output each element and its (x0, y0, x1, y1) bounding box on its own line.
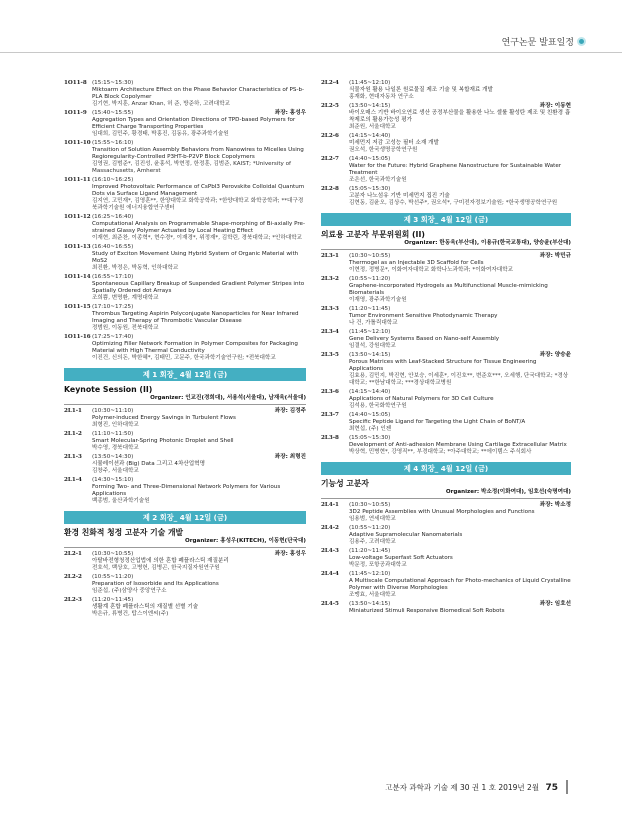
schedule-entry (321, 186, 571, 207)
entry-title: Thrombus Targeting Aspirin Polyconjugate Nanoparticles for Near Infrared Imaging and Therapy of Thrombotic Vascular Disease (92, 311, 299, 324)
entry-code: 2L4-2 (321, 525, 339, 531)
entry-title: 생활계 혼합 폐플라스틱의 재질별 선별 기술 (92, 604, 199, 610)
schedule-entry (321, 502, 571, 523)
entry-chair: 좌장: 홍성우 (274, 110, 306, 116)
entry-title: Study of Exciton Movement Using Hybrid System of Organic Material with MoS2 (92, 251, 299, 264)
entry-authors: 김현동, 김윤오, 김상수, 박선주*, 권오석*, 구미전자정보기술원; *한국생명공학연구원 (349, 200, 558, 206)
schedule-entry (64, 214, 306, 242)
entry-time: (17:25~17:40) (92, 334, 134, 340)
schedule-entry (64, 80, 306, 108)
entry-time: (10:30~10:55) (349, 253, 391, 259)
entry-title: 아탈바전형청정산업법에 의한 혼합 폐플라스틱 재질분리 (92, 558, 229, 564)
entry-time: (11:45~12:10) (349, 571, 391, 577)
entry-code: 2L3-8 (321, 435, 339, 441)
schedule-entry (64, 574, 306, 595)
entry-time: (13:50~14:30) (92, 454, 134, 460)
schedule-entry (321, 276, 571, 304)
entry-title: Preparation of Isosorbide and Its Applications (92, 581, 219, 587)
entry-title: 미세먼지 저감 고성능 필터 소재 개발 (349, 140, 439, 146)
entry-authors: 나 건, 가톨릭대학교 (349, 320, 398, 326)
entry-authors: 박상혁, 민병현*, 강영직**, 부경대학교; *아주대학교; **에이템스 주식회사 (349, 449, 532, 455)
schedule-entry (321, 548, 571, 569)
entry-title: Thermogel as an Injectable 3D Scaffold for Cells (349, 260, 484, 266)
entry-code: 2L2-2 (64, 574, 82, 580)
entry-title: 시뮬레이션과 (Big) Data 그리고 4차산업혁명 (92, 461, 205, 467)
entry-code: 2L1-2 (64, 431, 82, 437)
session2-title: 환경 친화적 청정 고분자 기술 개발 (64, 528, 184, 537)
entry-code: 2L3-5 (321, 352, 339, 358)
entry-authors: 백종범, 울산과학기술원 (92, 498, 150, 504)
entry-authors: 이현정, 정병문*, 이화여자대학교 화학나노과학과; *이화여자대학교 (349, 267, 514, 273)
entry-code: 2L1-1 (64, 408, 82, 414)
schedule-entry (321, 352, 571, 387)
session2-entries (64, 551, 306, 618)
footer-divider (566, 780, 568, 794)
entry-authors: 김기현, 박지훈, Anzar Khan, 허 준, 방준하, 고려대학교 (92, 101, 231, 107)
entry-code: 2L3-7 (321, 412, 339, 418)
entry-time: (10:55~11:20) (349, 525, 391, 531)
entry-code: 2L2-4 (321, 80, 339, 86)
entry-time: (15:40~15:55) (92, 110, 134, 116)
schedule-entry (64, 274, 306, 302)
page-footer (385, 782, 558, 793)
entry-title: Smart Molecular-Spring Photonic Droplet and Shell (92, 438, 234, 444)
entry-title: Gene Delivery Systems Based on Nano-self Assembly (349, 336, 500, 342)
entry-title: Tumor Environment Sensitive Photodynamic Therapy (349, 313, 498, 319)
entry-time: (15:55~16:10) (92, 140, 134, 146)
entry-code: 2L3-1 (321, 253, 339, 259)
room1-day-banner: 제 1 회장_ 4월 12일 (금) (64, 368, 306, 381)
entry-authors: 최형진, 인하대학교 (92, 422, 139, 428)
entry-title: Spontaneous Capillary Breakup of Suspended Gradient Polymer Stripes into Spatially Ordered dot Arrays (92, 281, 305, 294)
entry-code: 2L1-4 (64, 477, 82, 483)
schedule-entry (64, 244, 306, 272)
entry-time: (16:55~17:10) (92, 274, 134, 280)
schedule-entry (64, 177, 306, 212)
schedule-entry (321, 435, 571, 456)
entry-code: 2L3-3 (321, 306, 339, 312)
header-title: 연구논문 발표일정 (501, 38, 574, 48)
entry-title: Graphene-incorporated Hydrogels as Multifunctional Muscle-mimicking Biomaterials (349, 283, 548, 296)
entry-title: Specific Peptide Ligand for Targeting the Light Chain of BoNT/A (349, 419, 526, 425)
entry-title: Adaptive Supramolecular Nanomaterials (349, 532, 463, 538)
entry-time: (14:30~15:10) (92, 477, 134, 483)
schedule-entry (321, 525, 571, 546)
entry-title: Applications of Natural Polymers for 3D Cell Culture (349, 396, 494, 402)
page-header (0, 35, 622, 53)
room2-day-banner: 제 2 회장_ 4월 12일 (금) (64, 511, 306, 524)
schedule-entry (64, 431, 306, 452)
entry-authors: 홍재화, 현대자동차 연구소 (349, 94, 414, 100)
left-column (64, 80, 306, 620)
entry-code: 2L2-3 (64, 597, 82, 603)
entry-code: 2L2-8 (321, 186, 339, 192)
entry-authors: 전호석, 백상호, 고병헌, 김병곤, 한국지질자원연구원 (92, 565, 220, 571)
entry-title: A Multiscale Computational Approach for Photo-mechanics of Liquid Crystalline Polymer with Diverse Morphologies (349, 578, 571, 591)
entry-authors: 최현섭, (주) 인젠 (349, 426, 392, 432)
entry-time: (11:10~11:50) (92, 431, 134, 437)
entry-chair: 좌장: 홍성우 (274, 551, 306, 557)
entry-code: 2L3-6 (321, 389, 339, 395)
entry-time: (13:50~14:15) (349, 103, 391, 109)
entry-title: Water for the Future: Hybrid Graphene Nanostructure for Sustainable Water Treatment (349, 163, 562, 176)
session2-organizer: Organizer: 홍성우(KITECH), 이동현(단국대) (64, 538, 306, 548)
entry-time: (14:15~14:40) (349, 389, 391, 395)
entry-code: 2L4-5 (321, 601, 339, 607)
entry-time: (10:30~11:10) (92, 408, 134, 414)
entry-chair: 좌장: 이동현 (539, 103, 571, 109)
entry-time: (16:40~16:55) (92, 244, 134, 250)
session4-entries (321, 502, 571, 615)
entry-time: (11:20~11:45) (349, 306, 391, 312)
room4-day-banner: 제 4 회장_ 4월 12일 (금) (321, 462, 571, 475)
entry-chair: 좌장: 박소정 (539, 502, 571, 508)
entry-authors: 조희쁨, 변명환, 계명대학교 (92, 295, 159, 301)
right-column (321, 80, 571, 617)
schedule-entry (64, 408, 306, 429)
schedule-entry (64, 304, 306, 332)
entry-authors: 최진환, 박정은, 박동혁, 인하대학교 (92, 265, 179, 271)
right-top-entries (321, 80, 571, 207)
schedule-entry (321, 103, 571, 131)
schedule-entry (321, 571, 571, 599)
schedule-entry (321, 601, 571, 615)
entry-time: (14:15~14:40) (349, 133, 391, 139)
entry-title: Improved Photovoltaic Performance of CsPbI3 Perovskite Colloidal Quantum Dots via Surface Ligand Management (92, 184, 305, 197)
footer-journal-info: 고분자 과학과 기술 제 30 권 1 호 2019년 2월 (385, 783, 540, 792)
entry-title: Low-voltage Superfast Soft Actuators (349, 555, 453, 561)
entry-code: 1O11-9 (64, 110, 87, 116)
schedule-entry (321, 306, 571, 327)
entry-authors: 박문정, 포항공과대학교 (349, 562, 407, 568)
entry-time: (14:40~15:05) (349, 412, 391, 418)
entry-title: Forming Two- and Three-Dimensional Network Polymers for Various Applications (92, 484, 281, 497)
entry-title: 식물자원 활용 나일론 원료물질 제조 기술 및 복합재료 개발 (349, 87, 493, 93)
entry-authors: 임준섭, (주)삼양사 중앙연구소 (92, 588, 167, 594)
session3-entries (321, 253, 571, 456)
entry-time: (11:20~11:45) (349, 548, 391, 554)
entry-chair: 좌장: 최형진 (274, 454, 306, 460)
entry-title: Computational Analysis on Programmable Shape-morphing of Bi-axially Pre-strained Glassy Polymer Actuated by Local Heating Effect (92, 221, 305, 234)
entry-code: 2L3-2 (321, 276, 339, 282)
entry-title: Miktoarm Architecture Effect on the Phase Behavior Characteristics of PS-b-PLA Block Copolymer (92, 87, 305, 100)
entry-authors: 임대희, 김민주, 황경태, 박홍진, 김동유, 광주과학기술원 (92, 131, 229, 137)
entry-code: 1O11-8 (64, 80, 87, 86)
schedule-entry (321, 412, 571, 433)
entry-time: (10:55~11:20) (92, 574, 134, 580)
page-number: 75 (545, 783, 558, 793)
entry-authors: 이재영, 광주과학기술원 (349, 297, 407, 303)
session3-title: 의료용 고분자 부문위원회 (II) (321, 230, 425, 239)
entry-authors: 김용주, 고려대학교 (349, 539, 396, 545)
schedule-entry (64, 454, 306, 475)
entry-authors: 조은선, 한국과학기술원 (349, 177, 407, 183)
entry-chair: 좌장: 김정주 (274, 408, 306, 414)
session1-entries (64, 408, 306, 505)
schedule-entry (64, 597, 306, 618)
session1-title: Keynote Session (II) (64, 385, 153, 394)
entry-authors: 이재현, 최준찬, 이종혁*, 현수경*, 이재경*, 위정재*, 김학린, 경북대학교; *인하대학교 (92, 235, 303, 241)
entry-time: (13:50~14:15) (349, 601, 391, 607)
entry-time: (15:05~15:30) (349, 435, 391, 441)
entry-code: 2L2-7 (321, 156, 339, 162)
entry-chair: 좌장: 박민규 (539, 253, 571, 259)
entry-title: Miniaturized Stimuli Responsive Biomedical Soft Robots (349, 608, 505, 614)
room3-day-banner: 제 3 회장_ 4월 12일 (금) (321, 213, 571, 226)
entry-code: 2L3-4 (321, 329, 339, 335)
entry-time: (15:05~15:30) (349, 186, 391, 192)
entry-code: 2L4-3 (321, 548, 339, 554)
entry-code: 1O11-10 (64, 140, 91, 146)
entry-code: 2L4-1 (321, 502, 339, 508)
entry-time: (16:25~16:40) (92, 214, 134, 220)
entry-authors: 임결석, 강원대학교 (349, 343, 396, 349)
entry-title: 고분자 나노섬유 기반 미세먼지 집진 기술 (349, 193, 450, 199)
schedule-entry (321, 156, 571, 184)
schedule-entry (321, 329, 571, 350)
schedule-entry (321, 133, 571, 154)
entry-authors: 이진건, 신의돈, 박한혜*, 김태민, 고문주, 한국과학기술연구원; *전북대학교 (92, 355, 276, 361)
entry-authors: 김창주, 서울대학교 (92, 468, 139, 474)
entry-code: 2L1-3 (64, 454, 82, 460)
left-top-entries (64, 80, 306, 362)
entry-time: (14:40~15:05) (349, 156, 391, 162)
entry-authors: 박수영, 경북대학교 (92, 445, 139, 451)
entry-title: Polymer-induced Energy Savings in Turbulent Flows (92, 415, 236, 421)
entry-title: Optimizing Filler Network Formation in Polymer Composites for Packaging Material with High Thermal Conductivity (92, 341, 298, 354)
entry-authors: 박은규, 류병건, 탑스이엔씨(주) (92, 611, 169, 617)
entry-title: Development of Anti-adhesion Membrane Using Cartilage Extracellular Matrix (349, 442, 567, 448)
entry-time: (15:15~15:30) (92, 80, 134, 86)
entry-authors: 정범원, 이동원, 전북대학교 (92, 325, 159, 331)
entry-time: (13:50~14:15) (349, 352, 391, 358)
entry-time: (17:10~17:25) (92, 304, 134, 310)
entry-chair: 좌장: 양승윤 (539, 352, 571, 358)
entry-code: 1O11-12 (64, 214, 91, 220)
entry-authors: 김지연, 고민재*, 김영훈**, 한양대학교 화학공학과; *한양대학교 화학공학과; **대구경북과학기술원 에너지융합연구센터 (92, 198, 304, 211)
entry-code: 2L4-4 (321, 571, 339, 577)
entry-title: Porous Matrices with Leaf-Stacked Structure for Tissue Engineering Applications (349, 359, 537, 372)
entry-time: (11:45~12:10) (349, 329, 391, 335)
entry-code: 1O11-11 (64, 177, 91, 183)
entry-code: 2L2-1 (64, 551, 82, 557)
schedule-entry (64, 140, 306, 175)
entry-authors: 조맹효, 서울대학교 (349, 592, 396, 598)
session3-organizer: Organizer: 한동욱(부산대), 이용규(한국교통대), 양승윤(부산대) (321, 240, 571, 250)
header-circle-icon (577, 37, 586, 46)
entry-time: (16:10~16:25) (92, 177, 134, 183)
schedule-entry (64, 551, 306, 572)
entry-authors: 최준원, 서울대학교 (349, 124, 396, 130)
entry-title: 바이오매스 기반 바이오연료 생산 공정부산물을 활용한 나노 셀룰 활성탄 제조 및 친환경 흡착제로의 활용가능성 평가 (349, 110, 571, 123)
entry-code: 1O11-14 (64, 274, 91, 280)
session1-organizer: Organizer: 인교진(경희대), 서용석(서울대), 남재욱(서울대) (64, 395, 306, 405)
schedule-entry (321, 253, 571, 274)
entry-time: (10:30~10:55) (92, 551, 134, 557)
entry-time: (11:45~12:10) (349, 80, 391, 86)
schedule-entry (321, 389, 571, 410)
entry-code: 1O11-13 (64, 244, 91, 250)
entry-code: 2L2-6 (321, 133, 339, 139)
entry-authors: 김효용, 김민지, 박진현, 안보승, 이세훈*, 이진호**, 변준호***, 오세행, 단국대학교; *경상대학교; **한남대학교; ***경상대학교병원 (349, 373, 569, 386)
entry-authors: 김석용, 한국화학연구원 (349, 403, 407, 409)
schedule-entry (64, 334, 306, 362)
schedule-entry (64, 110, 306, 138)
session4-organizer: Organizer: 박소정(이화여대), 임호선(숙명여대) (321, 489, 571, 499)
entry-title: Transition of Solution Assembly Behaviors from Nanowires to Micelles Using Regioregularity-Controlled P3HT-b-P2VP Block Copolymers (92, 147, 304, 160)
entry-code: 2L2-5 (321, 103, 339, 109)
entry-authors: 임용범, 연세대학교 (349, 516, 396, 522)
entry-time: (11:20~11:45) (92, 597, 134, 603)
schedule-entry (321, 80, 571, 101)
schedule-entry (64, 477, 306, 505)
entry-code: 1O11-16 (64, 334, 91, 340)
entry-authors: 권오석, 한국생명공학연구원 (349, 147, 418, 153)
entry-time: (10:30~10:55) (349, 502, 391, 508)
entry-time: (10:55~11:20) (349, 276, 391, 282)
entry-chair: 좌장: 임호선 (539, 601, 571, 607)
entry-code: 1O11-15 (64, 304, 91, 310)
entry-authors: 김영권, 김범준*, 김진성, 윤홍석, 박현정, 한정훈, 김범준, KAIST; *University of Massachusetts, Amherst (92, 161, 292, 174)
session4-title: 기능성 고분자 (321, 479, 369, 488)
entry-title: Aggregation Types and Orientation Directions of TPD-based Polymers for Efficient Charge Transporting Properties (92, 117, 296, 130)
entry-title: 3D2 Peptide Assemblies with Unusual Morphologies and Functions (349, 509, 535, 515)
